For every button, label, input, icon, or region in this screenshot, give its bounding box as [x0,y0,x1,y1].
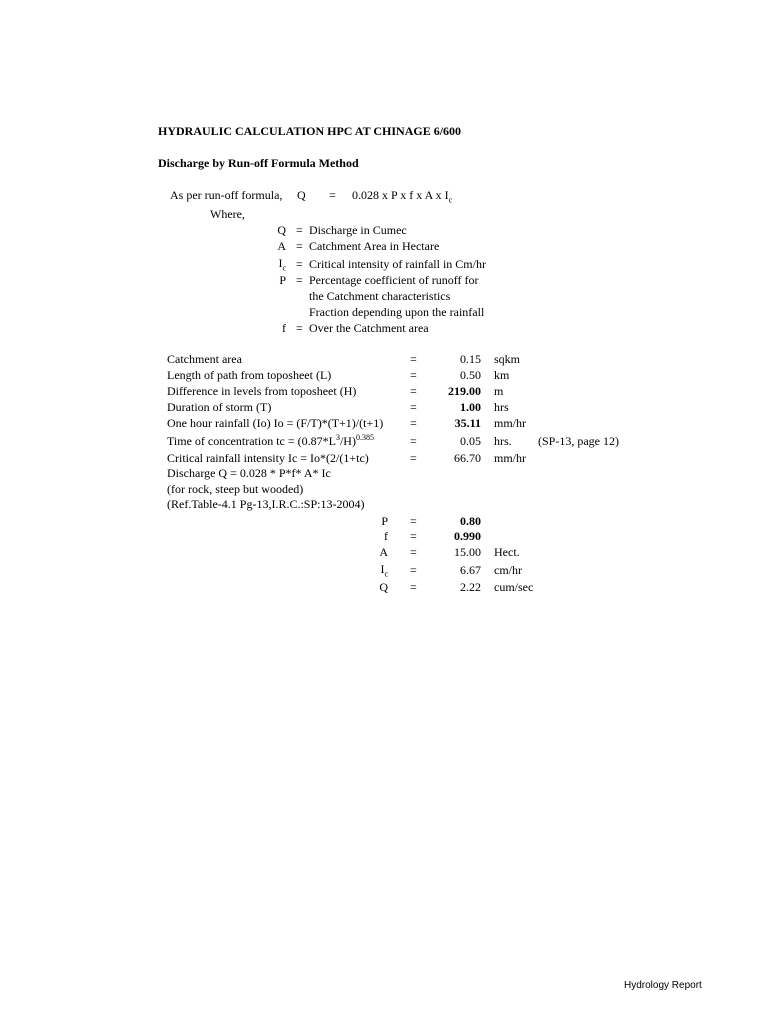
result-value-p: 0.80 [460,514,481,528]
formula-lhs: Q [297,188,306,202]
param-note: (SP-13, page 12) [538,434,619,448]
formula-intro: As per run-off formula, [170,188,283,202]
result-symbol-a: A [379,545,388,559]
formula-rhs: 0.028 x P x f x A x $I_c$ [352,188,453,205]
result-equals: = [410,580,417,594]
param-label: Time of concentration tc = $(0.87*L^3/H)^{0.385}$ [167,433,374,448]
param-unit: mm/hr [494,451,526,465]
param-equals: = [410,384,417,398]
param-equals: = [410,451,417,465]
param-value: 35.11 [454,416,481,430]
param-label: Duration of storm (T) [167,400,272,414]
formula-equals: = [329,188,336,202]
def-symbol-a: A [277,239,286,253]
result-value-f: 0.990 [454,529,481,543]
def-symbol-f: f [282,321,286,335]
param-equals: = [410,368,417,382]
def-text-q: Discharge in Cumec [309,223,407,237]
result-equals: = [410,545,417,559]
result-value-q: 2.22 [460,580,481,594]
result-unit-a: Hect. [494,545,520,559]
result-equals: = [410,529,417,543]
where-label: Where, [210,207,245,221]
result-symbol-ic: $I_c$ [380,562,388,579]
param-label: Catchment area [167,352,242,366]
param-equals: = [410,400,417,414]
param-value: 0.05 [460,434,481,448]
param-unit: km [494,368,510,382]
param-value: 1.00 [460,400,481,414]
param-value: 0.50 [460,368,481,382]
param-unit: hrs. [494,434,512,448]
discharge-formula: Discharge Q = 0.028 * P*f* A* Ic [167,466,331,480]
def-symbol-p: P [279,273,286,287]
result-value-a: 15.00 [454,545,481,559]
def-equals: = [296,273,303,287]
def-text-a: Catchment Area in Hectare [309,239,440,253]
param-label: Critical rainfall intensity Ic = Io*(2/(1+tc) [167,451,369,465]
def-equals: = [296,321,303,335]
param-unit: hrs [494,400,509,414]
def-text-f: Over the Catchment area [309,321,429,335]
param-equals: = [410,434,417,448]
param-equals: = [410,416,417,430]
def-equals: = [296,239,303,253]
def-text-ic: Critical intensity of rainfall in Cm/hr [309,257,486,271]
result-value-ic: 6.67 [460,563,481,577]
param-value: 0.15 [460,352,481,366]
param-label: Length of path from toposheet (L) [167,368,332,382]
result-unit-q: cum/sec [494,580,534,594]
param-unit: sqkm [494,352,521,366]
result-symbol-q: Q [379,580,388,594]
param-value: 66.70 [454,451,481,465]
discharge-note: (for rock, steep but wooded) [167,482,304,496]
def-text-p-line2: the Catchment characteristics [309,289,451,303]
param-unit: m [494,384,504,398]
result-symbol-f: f [384,529,388,543]
def-text-p-line3: Fraction depending upon the rainfall [309,305,485,319]
result-symbol-p: P [381,514,388,528]
def-text-p-line1: Percentage coefficient of runoff for [309,273,479,287]
result-equals: = [410,563,417,577]
result-equals: = [410,514,417,528]
def-symbol-q: Q [277,223,286,237]
param-label: One hour rainfall (Io) Io = (F/T)*(T+1)/(t+1) [167,416,384,430]
def-equals: = [296,257,303,271]
page-title: HYDRAULIC CALCULATION HPC AT CHINAGE 6/600 [158,124,462,138]
def-equals: = [296,223,303,237]
param-equals: = [410,352,417,366]
param-value: 219.00 [448,384,481,398]
param-unit: mm/hr [494,416,526,430]
page-footer: Hydrology Report [624,980,702,991]
section-subtitle: Discharge by Run-off Formula Method [158,156,359,170]
discharge-reference: (Ref.Table-4.1 Pg-13,I.R.C.:SP:13-2004) [167,497,365,511]
param-label: Difference in levels from toposheet (H) [167,384,357,398]
def-symbol-ic: $I_c$ [278,256,286,273]
result-unit-ic: cm/hr [494,563,522,577]
